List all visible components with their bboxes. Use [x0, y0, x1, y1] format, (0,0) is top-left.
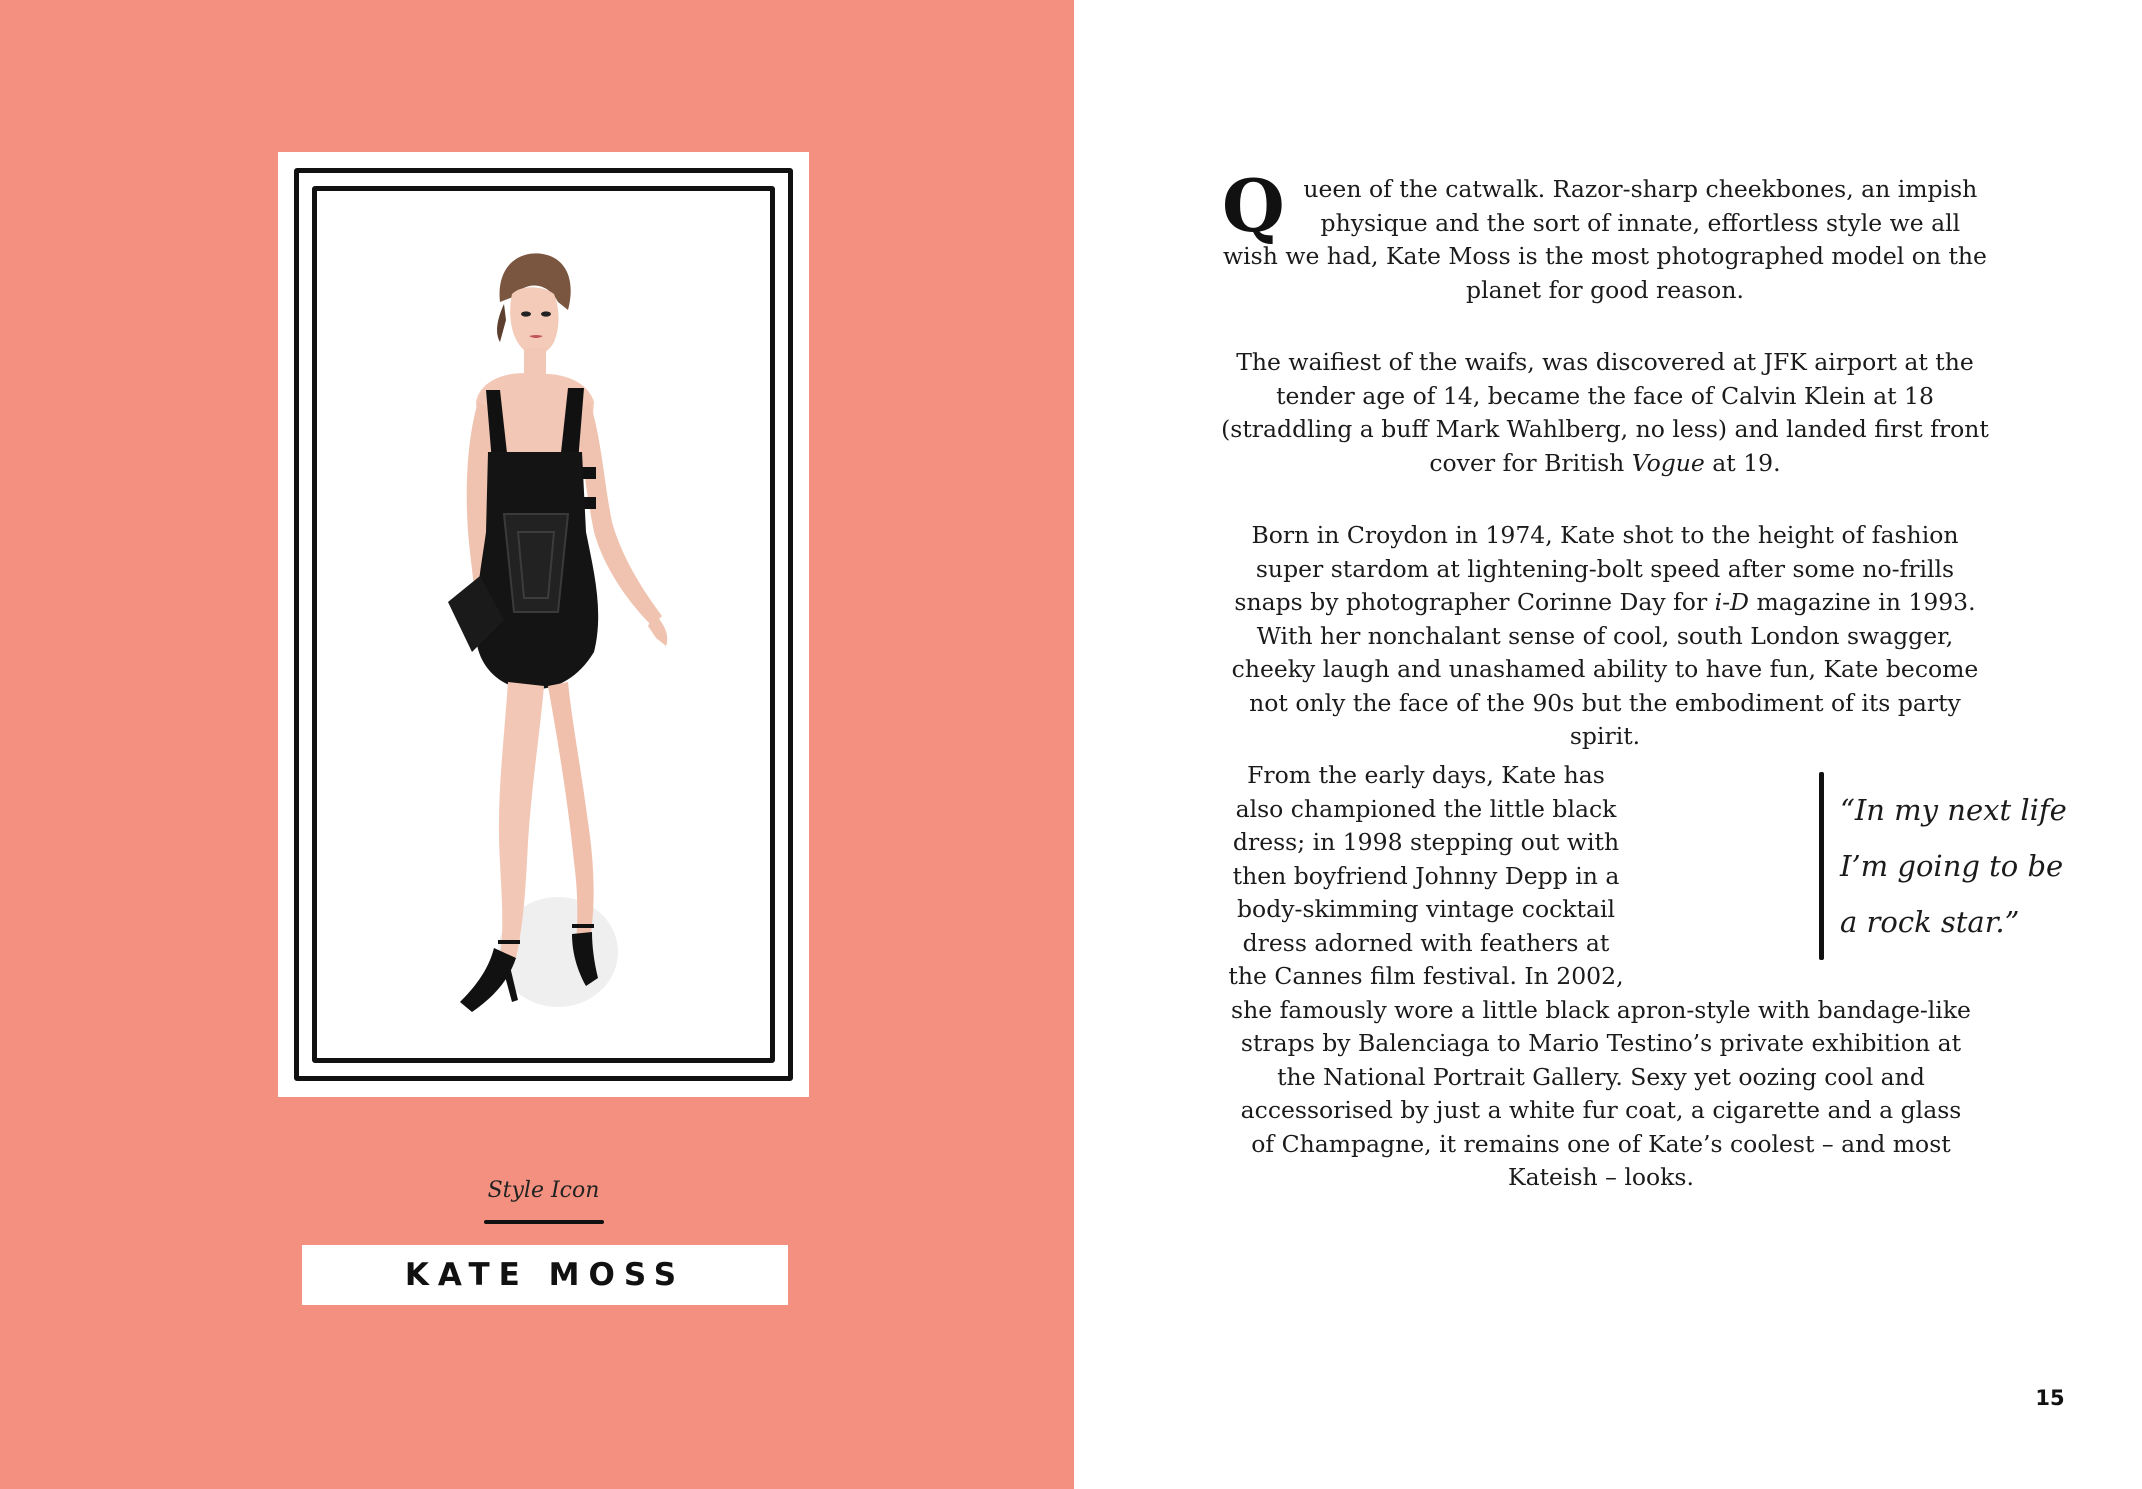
- body-paragraph-3-text-a: Born in Croydon in 1974, Kate shot to the height of fashion super stardom at lightening-bolt speed after some no-frills snaps by photographer Corinne Day for: [1234, 521, 1959, 616]
- magazine-title-vogue: Vogue: [1631, 448, 1705, 477]
- illustration-frame: [278, 152, 809, 1097]
- pull-quote-bar: [1819, 772, 1824, 960]
- icon-name: KATE MOSS: [404, 1257, 686, 1293]
- pull-quote: [1840, 782, 2080, 950]
- magazine-title-id: i-D: [1714, 588, 1749, 616]
- body-paragraph-2-text-a: The waifiest of the waifs, was discovered at JFK airport at the tender age of 14, became the face of Calvin Klein at 18 (straddling a buff Mark Wahlberg, no less) and landed first front cover for British: [1221, 348, 1989, 477]
- name-banner: [302, 1245, 788, 1305]
- body-paragraph-1: [1220, 163, 1990, 307]
- body-paragraph-2: [1220, 346, 1990, 480]
- style-icon-label: Style Icon: [487, 1178, 600, 1203]
- drop-cap: Q: [1222, 163, 1285, 248]
- style-icon-rule: [484, 1220, 604, 1224]
- body-paragraph-3-text-b: magazine in 1993. With her nonchalant sense of cool, south London swagger, cheeky laugh and unashamed ability to have fun, Kate become not only the face of the 90s but the embodiment of its party spirit.: [1231, 588, 1979, 750]
- pull-quote-line-2: I’m going to be: [1840, 849, 2064, 883]
- body-paragraph-3: [1220, 519, 1990, 754]
- body-paragraph-2-text-b: at 19.: [1704, 448, 1781, 477]
- body-paragraph-1-text: ueen of the catwalk. Razor-sharp cheekbones, an impish physique and the sort of innate, effortless style we all wish we had, Kate Moss is the most photographed model on the planet for good reason.: [1223, 175, 1987, 304]
- pull-quote-line-3: a rock star.”: [1840, 905, 2020, 939]
- pull-quote-line-1: “In my next life: [1840, 793, 2067, 827]
- page-number: 15: [2035, 1386, 2065, 1410]
- kate-moss-illustration: [408, 242, 708, 1012]
- body-paragraph-4-text: From the early days, Kate has also championed the little black dress; in 1998 stepping out with then boyfriend Johnny Depp in a body-skimming vintage cocktail dress adorned with feathers at the Cannes film festival. In 2002, she famously wore a little black apron-style with bandage-like straps by Balenciaga to Mario Testino’s private exhibition at the National Portrait Gallery. Sexy yet oozing cool and accessorised by just a white fur coat, a cigarette and a glass of Champagne, it remains one of Kate’s coolest – and most Kateish – looks.: [1228, 761, 1971, 1191]
